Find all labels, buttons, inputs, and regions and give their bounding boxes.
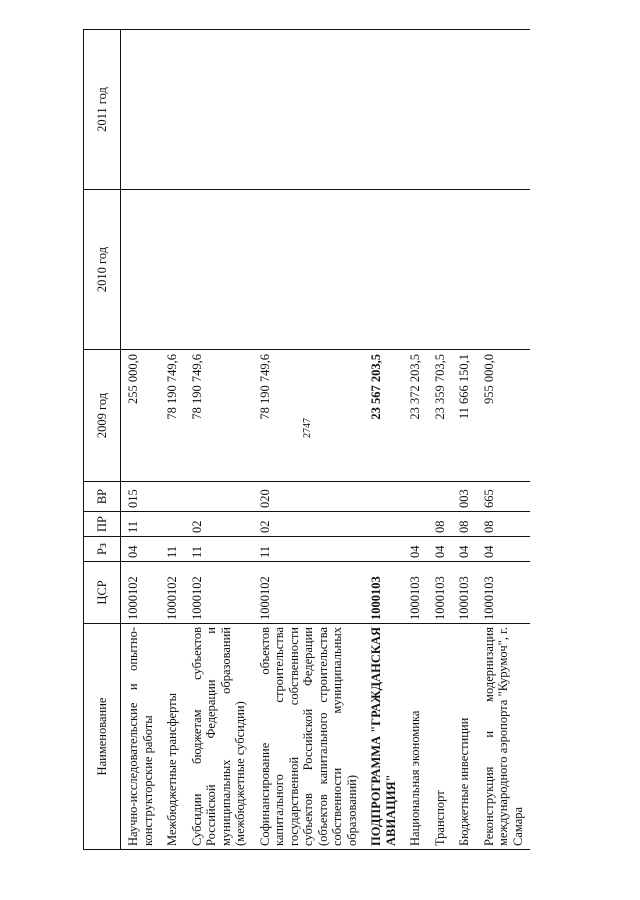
cell-y2011: [428, 30, 453, 190]
cell-name: Транспорт: [428, 624, 453, 850]
header-pr: ПР: [84, 512, 121, 537]
cell-csr: 1000103: [452, 562, 477, 624]
table-row: [185, 30, 253, 850]
cell-csr: 1000102: [160, 562, 185, 624]
cell-y2010: [160, 190, 185, 350]
cell-y2009: 78 190 749,6: [253, 350, 365, 482]
cell-name: Научно-исследовательские и опытно-конструкторские работы: [121, 624, 161, 850]
table-row: [364, 30, 403, 850]
table-body: [121, 30, 531, 850]
header-vr: ВР: [84, 482, 121, 512]
page-number: 2747: [302, 418, 313, 438]
cell-vr: [364, 482, 403, 512]
cell-y2011: [185, 30, 253, 190]
cell-pr: 08: [428, 512, 453, 537]
table-row: [452, 30, 477, 850]
cell-vr: 665: [477, 482, 531, 512]
cell-rz: 04: [428, 537, 453, 562]
cell-y2009: 23 359 703,5: [428, 350, 453, 482]
cell-y2011: [364, 30, 403, 190]
cell-pr: [403, 512, 428, 537]
cell-y2010: [477, 190, 531, 350]
table-row: [403, 30, 428, 850]
cell-vr: [403, 482, 428, 512]
cell-csr: 1000103: [364, 562, 403, 624]
cell-y2009: 23 567 203,5: [364, 350, 403, 482]
header-2009: 2009 год: [84, 350, 121, 482]
cell-y2010: [121, 190, 161, 350]
cell-name: Реконструкция и модернизация международного аэропорта "Курумоч", г. Самара: [477, 624, 531, 850]
cell-pr: 08: [477, 512, 531, 537]
cell-y2009: 23 372 203,5: [403, 350, 428, 482]
cell-csr: 1000102: [253, 562, 365, 624]
cell-pr: 02: [185, 512, 253, 537]
cell-rz: 11: [253, 537, 365, 562]
cell-name: Бюджетные инвестиции: [452, 624, 477, 850]
table-row: [477, 30, 531, 850]
header-2011: 2011 год: [84, 30, 121, 190]
cell-y2011: [477, 30, 531, 190]
header-name: Наименование: [84, 624, 121, 850]
cell-y2010: [428, 190, 453, 350]
cell-name: Софинансирование объектов капитального строительства государственной собственности субъектов Российской Федерации (объектов капитального строительства собственности муниципальных образований): [253, 624, 365, 850]
cell-rz: 04: [403, 537, 428, 562]
cell-name: Субсидии бюджетам субъектов Российской Федерации и муниципальных образований (межбюджетные субсидии): [185, 624, 253, 850]
header-2010: 2010 год: [84, 190, 121, 350]
header-rz: Рз: [84, 537, 121, 562]
table-row: [428, 30, 453, 850]
cell-y2010: [403, 190, 428, 350]
cell-y2011: [121, 30, 161, 190]
cell-y2009: 78 190 749,6: [160, 350, 185, 482]
cell-csr: 1000102: [121, 562, 161, 624]
table-row: [160, 30, 185, 850]
cell-vr: 020: [253, 482, 365, 512]
cell-csr: 1000103: [477, 562, 531, 624]
cell-csr: 1000103: [428, 562, 453, 624]
budget-table-rotated: [83, 30, 549, 850]
cell-vr: [428, 482, 453, 512]
cell-vr: [160, 482, 185, 512]
cell-csr: 1000103: [403, 562, 428, 624]
header-csr: ЦСР: [84, 562, 121, 624]
cell-y2011: [160, 30, 185, 190]
cell-y2011: [452, 30, 477, 190]
cell-y2011: [253, 30, 365, 190]
cell-name: ПОДПРОГРАММА "ГРАЖДАНСКАЯ АВИАЦИЯ": [364, 624, 403, 850]
cell-rz: 11: [185, 537, 253, 562]
cell-rz: 04: [121, 537, 161, 562]
cell-y2009: 11 666 150,1: [452, 350, 477, 482]
cell-name: Национальная экономика: [403, 624, 428, 850]
cell-name: Межбюджетные трансферты: [160, 624, 185, 850]
cell-y2010: [185, 190, 253, 350]
table-row: [253, 30, 365, 850]
cell-y2009: 955 000,0: [477, 350, 531, 482]
cell-rz: 11: [160, 537, 185, 562]
cell-csr: 1000102: [185, 562, 253, 624]
cell-pr: 08: [452, 512, 477, 537]
cell-y2010: [452, 190, 477, 350]
table-header-row: [84, 30, 121, 850]
cell-pr: [160, 512, 185, 537]
budget-table: [83, 29, 530, 850]
cell-rz: 04: [452, 537, 477, 562]
cell-y2010: [364, 190, 403, 350]
cell-rz: 04: [477, 537, 531, 562]
cell-y2009: 255 000,0: [121, 350, 161, 482]
cell-pr: 02: [253, 512, 365, 537]
cell-vr: 015: [121, 482, 161, 512]
cell-y2009: 78 190 749,6: [185, 350, 253, 482]
cell-pr: [364, 512, 403, 537]
cell-vr: [185, 482, 253, 512]
cell-pr: 11: [121, 512, 161, 537]
table-row: [121, 30, 161, 850]
cell-rz: [364, 537, 403, 562]
cell-y2010: [253, 190, 365, 350]
cell-vr: 003: [452, 482, 477, 512]
cell-y2011: [403, 30, 428, 190]
